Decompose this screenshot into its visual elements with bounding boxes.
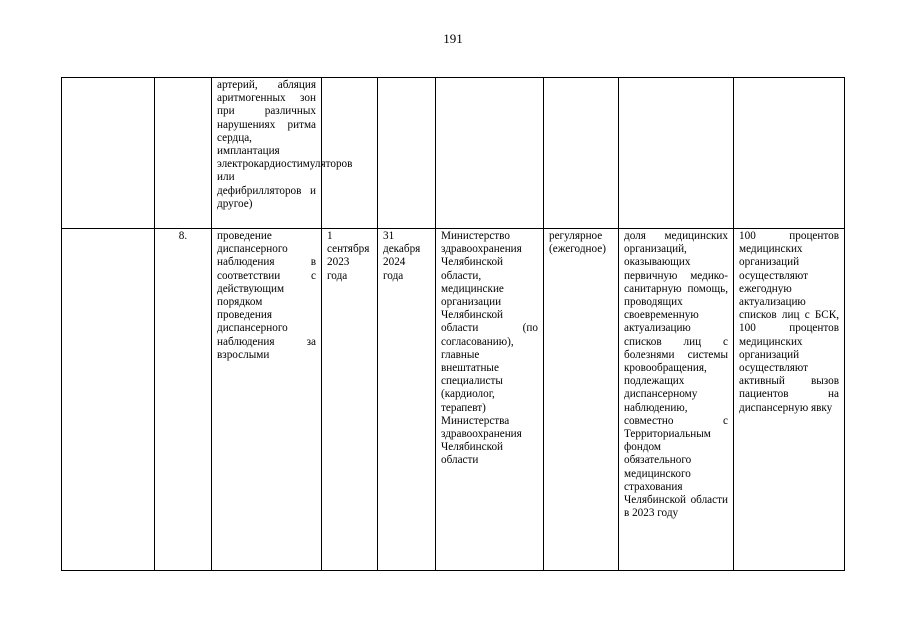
activity-cell: проведение диспансерного наблюдения в соответствии с действующим порядком проведения диспансерного наблюдения за взрослыми	[212, 229, 322, 571]
table-row	[62, 229, 845, 571]
table-row	[62, 78, 845, 229]
frequency-cell	[544, 78, 619, 229]
row-number-cell: 8.	[155, 229, 212, 571]
action-plan-table	[61, 77, 845, 571]
empty-cell	[62, 229, 155, 571]
end-date-cell: 31 декабря 2024 года	[378, 229, 436, 571]
responsible-cell: Министерство здравоохранения Челябинской области, медицинские организации Челябинской области (по согласованию), главные внештатные специалисты (кардиолог, терапевт) Министерства здравоохранения Челябинской области	[436, 229, 544, 571]
activity-cell: артерий, абляция аритмогенных зон при различных нарушениях ритма сердца, имплантация электрокардиостимуляторов или дефибрилляторов и другое)	[212, 78, 322, 229]
indicator-cell	[619, 78, 734, 229]
result-cell: 100 процентов медицинских организаций осуществляют ежегодную актуализацию списков лиц с БСК, 100 процентов медицинских организаций осуществляют активный вызов пациентов на диспансерную явку	[734, 229, 845, 571]
start-date-cell: 1 сентября 2023 года	[322, 229, 378, 571]
page-number: 191	[443, 31, 463, 46]
result-cell	[734, 78, 845, 229]
frequency-cell: регулярное (ежегодное)	[544, 229, 619, 571]
start-date-cell	[322, 78, 378, 229]
indicator-cell: доля медицинских организаций, оказывающих первичную медико-санитарную помощь, проводящих своевременную актуализацию списков лиц с болезнями системы кровообращения, подлежащих диспансерному наблюдению, совместно с Территориальным фондом обязательного медицинского страхования Челябинской области в 2023 году	[619, 229, 734, 571]
empty-cell	[62, 78, 155, 229]
responsible-cell	[436, 78, 544, 229]
end-date-cell	[378, 78, 436, 229]
row-number-cell	[155, 78, 212, 229]
